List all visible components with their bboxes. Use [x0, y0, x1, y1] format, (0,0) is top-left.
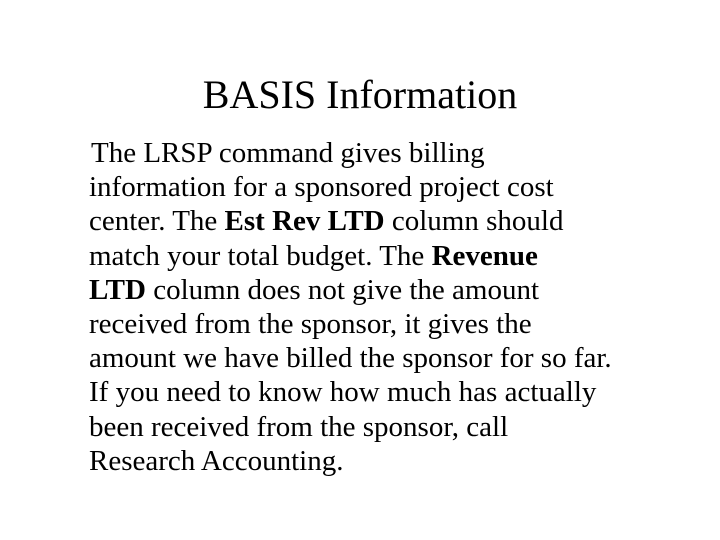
body-text-run: column does not give the amount — [145, 273, 540, 306]
body-line — [88, 307, 688, 341]
body-text-run: column should — [384, 205, 564, 238]
body-line — [88, 239, 688, 273]
body-line — [88, 136, 688, 170]
body-text-run: center. The — [89, 205, 225, 238]
body-text-run: amount we have billed the sponsor for so far. — [89, 342, 612, 375]
body-text-run: If you need to know how much has actually — [89, 376, 597, 409]
body-bold-term: Est Rev LTD — [224, 205, 385, 238]
body-line — [88, 444, 688, 478]
body-bold-term: LTD — [89, 273, 146, 306]
body-text-run: The LRSP command gives billing — [91, 137, 485, 169]
body-line — [88, 341, 688, 375]
body-text-run: received from the sponsor, it gives the — [89, 308, 532, 341]
slide-title: BASIS Information — [202, 72, 518, 117]
body-line — [88, 170, 688, 204]
body-text-run: Research Accounting. — [89, 444, 344, 477]
slide-body-text — [88, 136, 688, 478]
body-line — [88, 410, 688, 444]
body-text-run: been received from the sponsor, call — [89, 410, 509, 443]
body-line — [88, 273, 688, 307]
body-line — [88, 204, 688, 238]
body-text-run: match your total budget. The — [89, 239, 432, 272]
body-text-run: information for a sponsored project cost — [89, 171, 554, 204]
body-line — [88, 375, 688, 409]
body-bold-term: Revenue — [431, 239, 538, 272]
